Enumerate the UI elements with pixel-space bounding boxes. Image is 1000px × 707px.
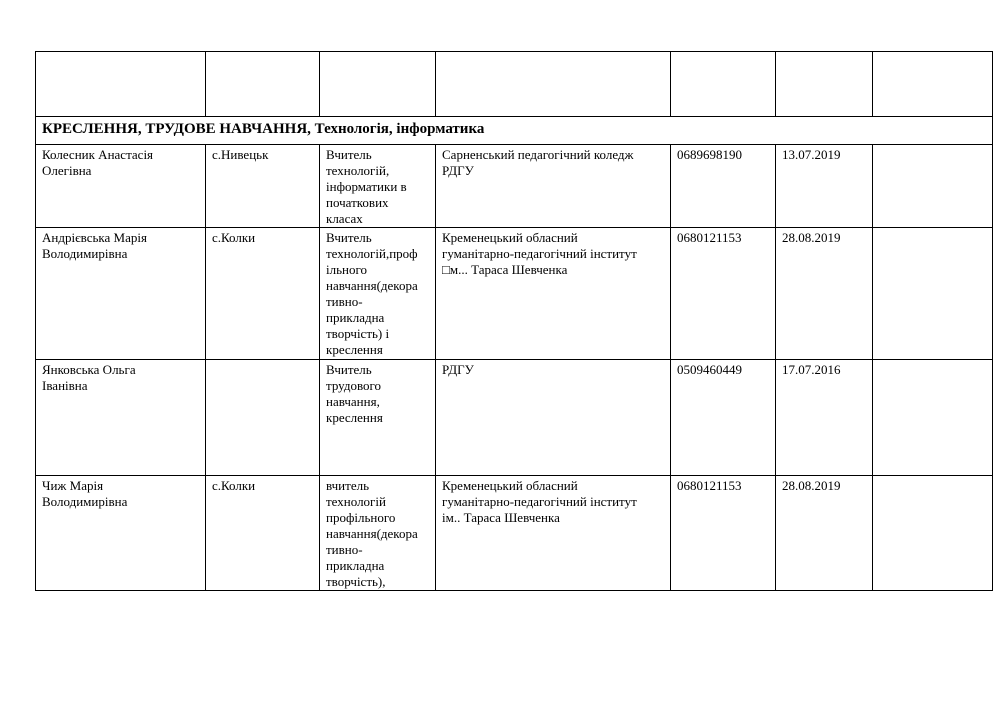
table-row <box>36 228 993 360</box>
place-cell: с.Нивецьк <box>206 145 320 228</box>
institution-cell: РДГУ <box>436 360 671 476</box>
table-row <box>36 145 993 228</box>
phone-cell: 0680121153 <box>671 228 776 360</box>
position-cell: Вчитель технологій, інформатики в початкових класах <box>320 145 436 228</box>
blank-cell <box>873 52 993 117</box>
phone-cell: 0509460449 <box>671 360 776 476</box>
section-title: КРЕСЛЕННЯ, ТРУДОВЕ НАВЧАННЯ, Технологія, інформатика <box>36 117 993 145</box>
teacher-name-cell: Андрієвська Марія Володимирівна <box>36 228 206 360</box>
date-cell: 17.07.2016 <box>776 360 873 476</box>
section-header-row <box>36 117 993 145</box>
blank-cell <box>320 52 436 117</box>
institution-cell: Кременецький обласний гуманітарно-педагогічний інститут ім.. Тараса Шевченка <box>436 476 671 591</box>
teachers-table <box>35 51 993 591</box>
phone-cell: 0689698190 <box>671 145 776 228</box>
note-cell <box>873 360 993 476</box>
blank-header-row <box>36 52 993 117</box>
institution-cell: Сарненський педагогічний коледж РДГУ <box>436 145 671 228</box>
place-cell: с.Колки <box>206 476 320 591</box>
teacher-name-cell: Янковська Ольга Іванівна <box>36 360 206 476</box>
note-cell <box>873 228 993 360</box>
blank-cell <box>436 52 671 117</box>
note-cell <box>873 476 993 591</box>
position-cell: вчитель технологій профільного навчання(декора тивно- прикладна творчість), <box>320 476 436 591</box>
place-cell: с.Колки <box>206 228 320 360</box>
blank-cell <box>671 52 776 117</box>
blank-cell <box>206 52 320 117</box>
position-cell: Вчитель технологій,проф ільного навчання(декора тивно- прикладна творчість) і креслення <box>320 228 436 360</box>
blank-cell <box>36 52 206 117</box>
date-cell: 28.08.2019 <box>776 476 873 591</box>
date-cell: 13.07.2019 <box>776 145 873 228</box>
institution-cell: Кременецький обласний гуманітарно-педагогічний інститут □м... Тараса Шевченка <box>436 228 671 360</box>
table-row <box>36 476 993 591</box>
teacher-name-cell: Чиж Марія Володимирівна <box>36 476 206 591</box>
note-cell <box>873 145 993 228</box>
teacher-name-cell: Колесник Анастасія Олегівна <box>36 145 206 228</box>
place-cell <box>206 360 320 476</box>
date-cell: 28.08.2019 <box>776 228 873 360</box>
phone-cell: 0680121153 <box>671 476 776 591</box>
table-row <box>36 360 993 476</box>
position-cell: Вчитель трудового навчання, креслення <box>320 360 436 476</box>
blank-cell <box>776 52 873 117</box>
